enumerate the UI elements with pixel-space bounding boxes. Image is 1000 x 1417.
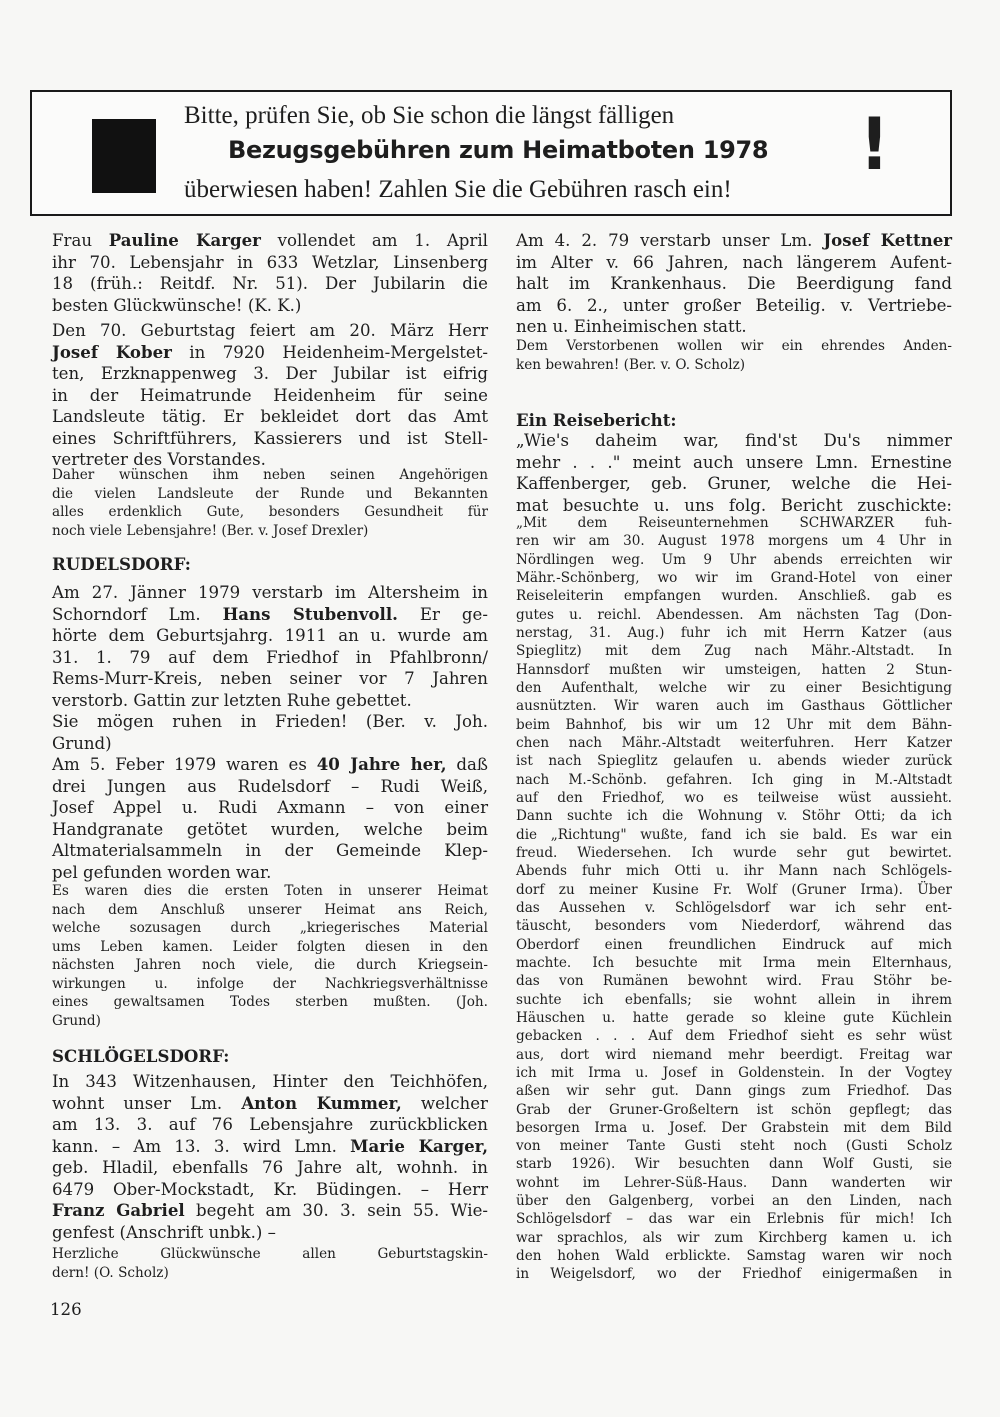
text-line (516, 430, 952, 452)
text-segment: die vielen Landsleute der Runde und Bekannten (52, 485, 488, 502)
text-segment: chen nach Mähr.-Altstadt weiterfuhren. Herr Katzer (516, 734, 952, 751)
text-segment: ums Leben kamen. Leider folgten diesen in den (52, 938, 488, 955)
text-line (516, 991, 952, 1009)
bold-name: Hans Stubenvoll. (222, 603, 398, 624)
text-segment: besten Glückwünsche! (K. K.) (52, 295, 302, 315)
text-segment: Schorndorf Lm. (52, 604, 223, 624)
text-segment: in 7920 Heidenheim-Mergelstet- (171, 342, 488, 362)
text-segment: Grab der Gruner-Großeltern ist schön gepflegt; das (516, 1101, 952, 1118)
text-line (516, 316, 952, 338)
text-line (516, 936, 952, 954)
text-line (516, 1064, 952, 1082)
text-line (516, 1155, 952, 1173)
text-line (516, 844, 952, 862)
text-line (516, 273, 952, 295)
text-segment: „Wie's daheim war, find'st Du's nimmer (516, 431, 952, 450)
text-segment: am 6. 2., unter großer Beteilig. v. Vertriebe- (516, 295, 952, 315)
text-segment: Nördlingen weg. Um 9 Uhr abends erreichten wir (516, 551, 952, 568)
text-line (516, 356, 952, 375)
text-segment: Frau (52, 231, 109, 250)
text-segment: Hannsdorf mußten wir umsteigen, hatten 2 Stun- (516, 661, 952, 678)
text-segment: ist nach Spieglitz gelaufen u. abends wieder zurück (516, 753, 952, 770)
text-segment: begeht am 30. 3. sein 55. Wie- (184, 1201, 489, 1220)
text-line (516, 734, 952, 752)
section-heading-schloegelsdorf (52, 1045, 488, 1067)
text-segment: ren wir am 30. August 1978 morgens um 4 Uhr in (516, 533, 952, 550)
text-segment: das von Rumänen bewohnt wird. Frau Stöhr be- (516, 973, 952, 990)
text-segment: ich mit Irma u. Josef in Goldenstein. In der Vogtey (516, 1064, 952, 1081)
text-line (516, 624, 952, 642)
text-segment: hörte dem Geburtsjahrg. 1911 an u. wurde am (52, 626, 488, 645)
text-segment: den Aufenthalt, welche wir zu einer Besichtigung (516, 679, 952, 696)
paragraph-reisebericht-intro (516, 430, 952, 516)
bold-name: Anton Kummer, (241, 1092, 402, 1113)
note-birthday-greetings (52, 1245, 488, 1282)
text-segment: eines Schriftführers, Kassierers und ist Stell- (52, 428, 488, 448)
text-line (516, 1174, 952, 1192)
text-segment: die „Richtung" wußte, fand ich sie bald. Es war ein (516, 826, 952, 843)
text-line (516, 452, 952, 474)
payment-reminder-banner (30, 90, 952, 216)
bold-name: Josef Kober (52, 341, 172, 362)
text-segment: genfest (Anschrift unbk.) – (52, 1222, 276, 1242)
text-line (52, 273, 488, 295)
text-segment: ken bewahren! (Ber. v. O. Scholz) (516, 356, 746, 373)
text-segment: drei Jungen aus Rudelsdorf – Rudi Weiß, (52, 776, 488, 796)
text-segment: aus, dort wird niemand mehr beerdigt. Freitag war (516, 1046, 952, 1063)
text-line (52, 901, 488, 920)
text-segment: Josef Appel u. Rudi Axmann – von einer (52, 798, 488, 817)
text-segment: vertreter des Vorstandes. (52, 450, 266, 469)
text-segment: Abends fuhr mich Otti u. ihr Mann nach Schlögels- (516, 863, 952, 880)
text-segment: nächsten Jahren noch viele, die durch Kriegsein- (52, 957, 488, 973)
paragraph-josef-kettner (516, 230, 952, 338)
text-segment: Altmaterialsammeln in der Gemeinde Klep- (52, 841, 488, 860)
text-line (516, 409, 952, 431)
text-line (52, 342, 488, 364)
text-line (52, 320, 488, 342)
text-segment: ausnützten. Wir waren auch im Gasthaus Göttlicher (516, 698, 952, 715)
text-line (52, 604, 488, 626)
text-segment: über den Galgenberg, vorbei an den Linden, nach (516, 1193, 952, 1210)
text-line (52, 1179, 488, 1201)
text-line (52, 1071, 488, 1093)
text-segment: gebacken . . . Auf dem Friedhof sieht es sehr wüst (516, 1028, 952, 1045)
text-line (516, 606, 952, 624)
text-line (52, 711, 488, 733)
text-segment: Herzliche Glückwünsche allen Geburtstagskin- (52, 1246, 488, 1262)
section-heading-reisebericht (516, 409, 952, 431)
text-segment: nach M.-Schönb. gefahren. Ich ging in M.-Altstadt (516, 771, 952, 788)
text-line (516, 1192, 952, 1210)
text-segment: Schlögelsdorf – das war ein Erlebnis für mich! Ich (516, 1211, 952, 1228)
text-line (516, 1046, 952, 1064)
text-segment: Landsleute tätig. Er bekleidet dort das Amt (52, 407, 488, 426)
text-segment: RUDELSDORF: (52, 554, 191, 574)
text-line (52, 1264, 488, 1283)
text-line (52, 1157, 488, 1179)
text-line (516, 954, 952, 972)
text-line (52, 295, 488, 317)
text-segment: war sprachlos, als wir zum Kirchberg kamen u. ich (516, 1229, 952, 1246)
text-line (516, 1119, 952, 1137)
text-segment: das Aussehen v. Schlögelsdorf war ich sehr ent- (516, 899, 952, 916)
text-segment: dern! (O. Scholz) (52, 1264, 169, 1281)
text-line (52, 1045, 488, 1067)
text-line (516, 899, 952, 917)
text-segment: von meiner Tante Gusti steht noch (Gusti Scholz (516, 1138, 952, 1155)
text-line (516, 881, 952, 899)
text-line (516, 569, 952, 587)
text-line (52, 1136, 488, 1158)
text-segment: besorgen Irma u. Josef. Der Grabstein mit dem Bild (516, 1119, 952, 1136)
text-segment: dorf zu meiner Kusine Fr. Wolf (Gruner Irma). Über (516, 881, 952, 898)
text-segment: SCHLÖGELSDORF: (52, 1046, 230, 1066)
text-segment: ten, Erzknappenweg 3. Der Jubilar ist eifrig (52, 364, 488, 383)
text-segment: Er ge- (397, 604, 488, 624)
text-segment: noch viele Lebensjahre! (Ber. v. Josef Drexler) (52, 522, 369, 539)
text-line (52, 975, 488, 994)
text-segment: wohnt im Lehrer-Süß-Haus. Dann wanderten wir (516, 1174, 952, 1191)
text-line (52, 776, 488, 798)
text-line (52, 754, 488, 776)
note-remembrance (516, 337, 952, 374)
text-line (52, 385, 488, 407)
text-segment: in der Heimatrunde Heidenheim für seine (52, 385, 488, 405)
bold-name: Pauline Karger (108, 230, 261, 250)
text-line (516, 917, 952, 935)
text-line (516, 473, 952, 495)
text-segment: 6479 Ober-Mockstadt, Kr. Büdingen. – Herr (52, 1179, 488, 1199)
text-segment: wirkungen u. infolge der Nachkriegsverhältnisse (52, 975, 488, 992)
text-line (516, 679, 952, 697)
text-segment: beim Bahnhof, bis wir um 12 Uhr mit dem Bähn- (516, 716, 952, 733)
bold-name: Marie Karger, (350, 1135, 488, 1156)
text-line (52, 363, 488, 385)
text-line (516, 587, 952, 605)
text-segment: welcher (401, 1093, 488, 1113)
text-line (52, 1114, 488, 1136)
text-segment: im Alter v. 66 Jahren, nach längerem Aufent- (516, 252, 952, 272)
text-segment: Häuschen u. hatte gerade so kleine gute Küchlein (516, 1009, 952, 1026)
text-line (516, 642, 952, 660)
text-segment: Spieglitz) mit dem Zug nach Mähr.-Altstadt. In (516, 643, 952, 660)
text-line (52, 882, 488, 901)
text-line (516, 1082, 952, 1100)
note-greetings-drexler (52, 466, 488, 540)
text-line (516, 514, 952, 532)
text-line (516, 551, 952, 569)
text-segment: Handgranate getötet wurden, welche beim (52, 819, 488, 839)
text-line (52, 919, 488, 938)
text-segment: Den 70. Geburtstag feiert am 20. März Herr (52, 321, 488, 340)
text-segment: mat besuchte u. uns folg. Bericht zuschickte: (516, 495, 952, 515)
text-line (516, 661, 952, 679)
text-line (516, 495, 952, 517)
text-line (516, 1009, 952, 1027)
paragraph-rest-in-peace (52, 711, 488, 754)
text-line (52, 522, 488, 541)
text-segment: In 343 Witzenhausen, Hinter den Teichhöfen, (52, 1072, 488, 1091)
black-square-ornament (92, 119, 156, 193)
text-line (52, 1093, 488, 1115)
text-line (516, 1247, 952, 1265)
text-segment: 31. 1. 79 auf dem Friedhof in Pfahlbronn/ (52, 647, 488, 667)
text-segment: 18 (früh.: Reitdf. Nr. 51). Der Jubilarin die (52, 274, 488, 293)
text-segment: den hohen Wald erblickte. Samstag waren wir noch (516, 1248, 952, 1265)
text-line (516, 1210, 952, 1228)
text-line (516, 972, 952, 990)
paragraph-birthdays (52, 1071, 488, 1243)
text-line (52, 668, 488, 690)
text-segment: suchte ich ebenfalls; sie wohnt allein in ihrem (516, 991, 952, 1008)
text-line (52, 406, 488, 428)
text-line (516, 252, 952, 274)
text-segment: nach dem Anschluß unserer Heimat ans Reich, (52, 901, 488, 918)
text-segment: gutes u. reichl. Abendessen. Am nächsten Tag (Don- (516, 606, 952, 623)
text-line (516, 697, 952, 715)
text-segment: Sie mögen ruhen in Frieden! (Ber. v. Joh. (52, 712, 488, 731)
text-segment: „Mit dem Reiseunternehmen SCHWARZER fuh- (516, 515, 952, 531)
text-line (52, 819, 488, 841)
text-segment: täuscht, besonders vom Niederdorf, während das (516, 918, 952, 935)
bold-name: Franz Gabriel (52, 1200, 185, 1220)
text-segment: in Weigelsdorf, wo der Friedhof einigermaßen in (516, 1266, 952, 1283)
text-segment: Am 27. Jänner 1979 verstarb im Altersheim in (52, 583, 488, 602)
banner-line-1: Bitte, prüfen Sie, ob Sie schon die längst fälligen (184, 102, 675, 129)
section-heading-rudelsdorf (52, 553, 488, 575)
text-segment: welche sozusagen durch „kriegerisches Material (52, 920, 488, 936)
text-segment: Kaffenberger, geb. Gruner, welche die Hei- (516, 474, 952, 493)
text-line (516, 826, 952, 844)
text-line (52, 230, 488, 252)
text-segment: nen u. Einheimischen statt. (516, 317, 747, 336)
text-line (516, 862, 952, 880)
text-line (516, 1101, 952, 1119)
text-segment: Am 4. 2. 79 verstarb unser Lm. (516, 231, 824, 250)
text-segment: Daher wünschen ihm neben seinen Angehörigen (52, 467, 488, 483)
text-line (52, 862, 488, 884)
text-line (516, 1265, 952, 1283)
paragraph-reisebericht-text (516, 514, 952, 1284)
exclamation-mark-icon: ! (859, 102, 890, 186)
text-line (52, 690, 488, 712)
text-segment: Reiseleiterin empfangen wurden. Anschließ. gab es (516, 588, 952, 605)
text-line (52, 503, 488, 522)
text-line (516, 716, 952, 734)
text-segment: daß (446, 755, 488, 774)
text-line (52, 485, 488, 504)
text-segment: ihr 70. Lebensjahr in 633 Wetzlar, Linsenberg (52, 252, 488, 272)
text-line (52, 840, 488, 862)
text-segment: Grund) (52, 1012, 101, 1029)
text-segment: vollendet am 1. April (260, 231, 488, 250)
text-segment: aßen wir sehr gut. Dann gings zum Friedhof. Das (516, 1083, 952, 1100)
text-line (52, 1012, 488, 1031)
text-line (516, 295, 952, 317)
text-line (52, 466, 488, 485)
paragraph-40-jahre-her (52, 754, 488, 883)
text-line (52, 993, 488, 1012)
text-segment: geb. Hladil, ebenfalls 76 Jahre alt, wohnh. in (52, 1158, 488, 1177)
text-line (52, 647, 488, 669)
text-line (516, 807, 952, 825)
bold-name: 40 Jahre her, (316, 754, 447, 774)
text-segment: eines gewaltsamen Todes sterben mußten. (Joh. (52, 994, 488, 1010)
text-line (52, 1245, 488, 1264)
text-line (516, 230, 952, 252)
text-line (52, 428, 488, 450)
paragraph-josef-kober (52, 320, 488, 471)
text-line (52, 938, 488, 957)
text-segment: Dem Verstorbenen wollen wir ein ehrendes Anden- (516, 338, 952, 354)
text-line (52, 625, 488, 647)
text-segment: Dann suchte ich die Wohnung v. Stöhr Otti; da ich (516, 808, 952, 825)
text-segment: Oberdorf einen freundlichen Eindruck auf mich (516, 936, 952, 953)
note-first-dead (52, 882, 488, 1030)
text-segment: starb 1926). Wir besuchten dann Wolf Gusti, sie (516, 1156, 952, 1173)
paragraph-pauline-karger (52, 230, 488, 316)
page-number: 126 (50, 1300, 82, 1319)
text-segment: alles erdenklich Gute, besonders Gesundheit für (52, 504, 488, 520)
text-line (516, 771, 952, 789)
text-line (52, 956, 488, 975)
text-line (52, 553, 488, 575)
bold-name: Josef Kettner (823, 230, 952, 250)
text-line (516, 789, 952, 807)
text-segment: freud. Wiedersehen. Ich wurde sehr gut bewirtet. (516, 844, 952, 861)
text-segment: Grund) (52, 733, 112, 753)
text-segment: machte. Ich besuchte mit Irma mein Elternhaus, (516, 954, 952, 971)
text-segment: Ein Reisebericht: (516, 410, 677, 430)
text-line (516, 1229, 952, 1247)
text-line (516, 337, 952, 356)
paragraph-hans-stubenvoll (52, 582, 488, 711)
text-line (516, 1137, 952, 1155)
text-line (516, 1027, 952, 1045)
text-segment: mehr . . ." meint auch unsere Lmn. Ernestine (516, 452, 952, 472)
banner-headline: Bezugsgebühren zum Heimatboten 1978 (228, 136, 769, 164)
text-segment: auf den Friedhof, wo es teilweise wüst aussieht. (516, 789, 952, 806)
text-segment: Rems-Murr-Kreis, neben seiner vor 7 Jahren (52, 669, 488, 688)
text-line (516, 752, 952, 770)
text-segment: nerstag, 31. Aug.) fuhr ich mit Herrn Katzer (aus (516, 624, 952, 641)
text-segment: halt im Krankenhaus. Die Beerdigung fand (516, 274, 952, 293)
text-line (52, 582, 488, 604)
text-segment: Es waren dies die ersten Toten in unserer Heimat (52, 883, 488, 899)
text-segment: Mähr.-Schönberg, wo wir im Grand-Hotel von einer (516, 569, 952, 586)
text-segment: wohnt unser Lm. (52, 1093, 242, 1113)
text-segment: am 13. 3. auf 76 Lebensjahre zurückblicken (52, 1115, 488, 1134)
text-line (52, 733, 488, 755)
text-segment: kann. – Am 13. 3. wird Lmn. (52, 1136, 351, 1156)
text-segment: pel gefunden worden war. (52, 862, 272, 882)
text-line (52, 797, 488, 819)
banner-line-3: überwiesen haben! Zahlen Sie die Gebühren rasch ein! (184, 176, 732, 203)
text-segment: Am 5. Feber 1979 waren es (52, 755, 317, 774)
text-line (52, 1222, 488, 1244)
text-line (52, 1200, 488, 1222)
text-line (52, 252, 488, 274)
text-line (516, 532, 952, 550)
text-segment: verstorb. Gattin zur letzten Ruhe gebettet. (52, 690, 412, 710)
